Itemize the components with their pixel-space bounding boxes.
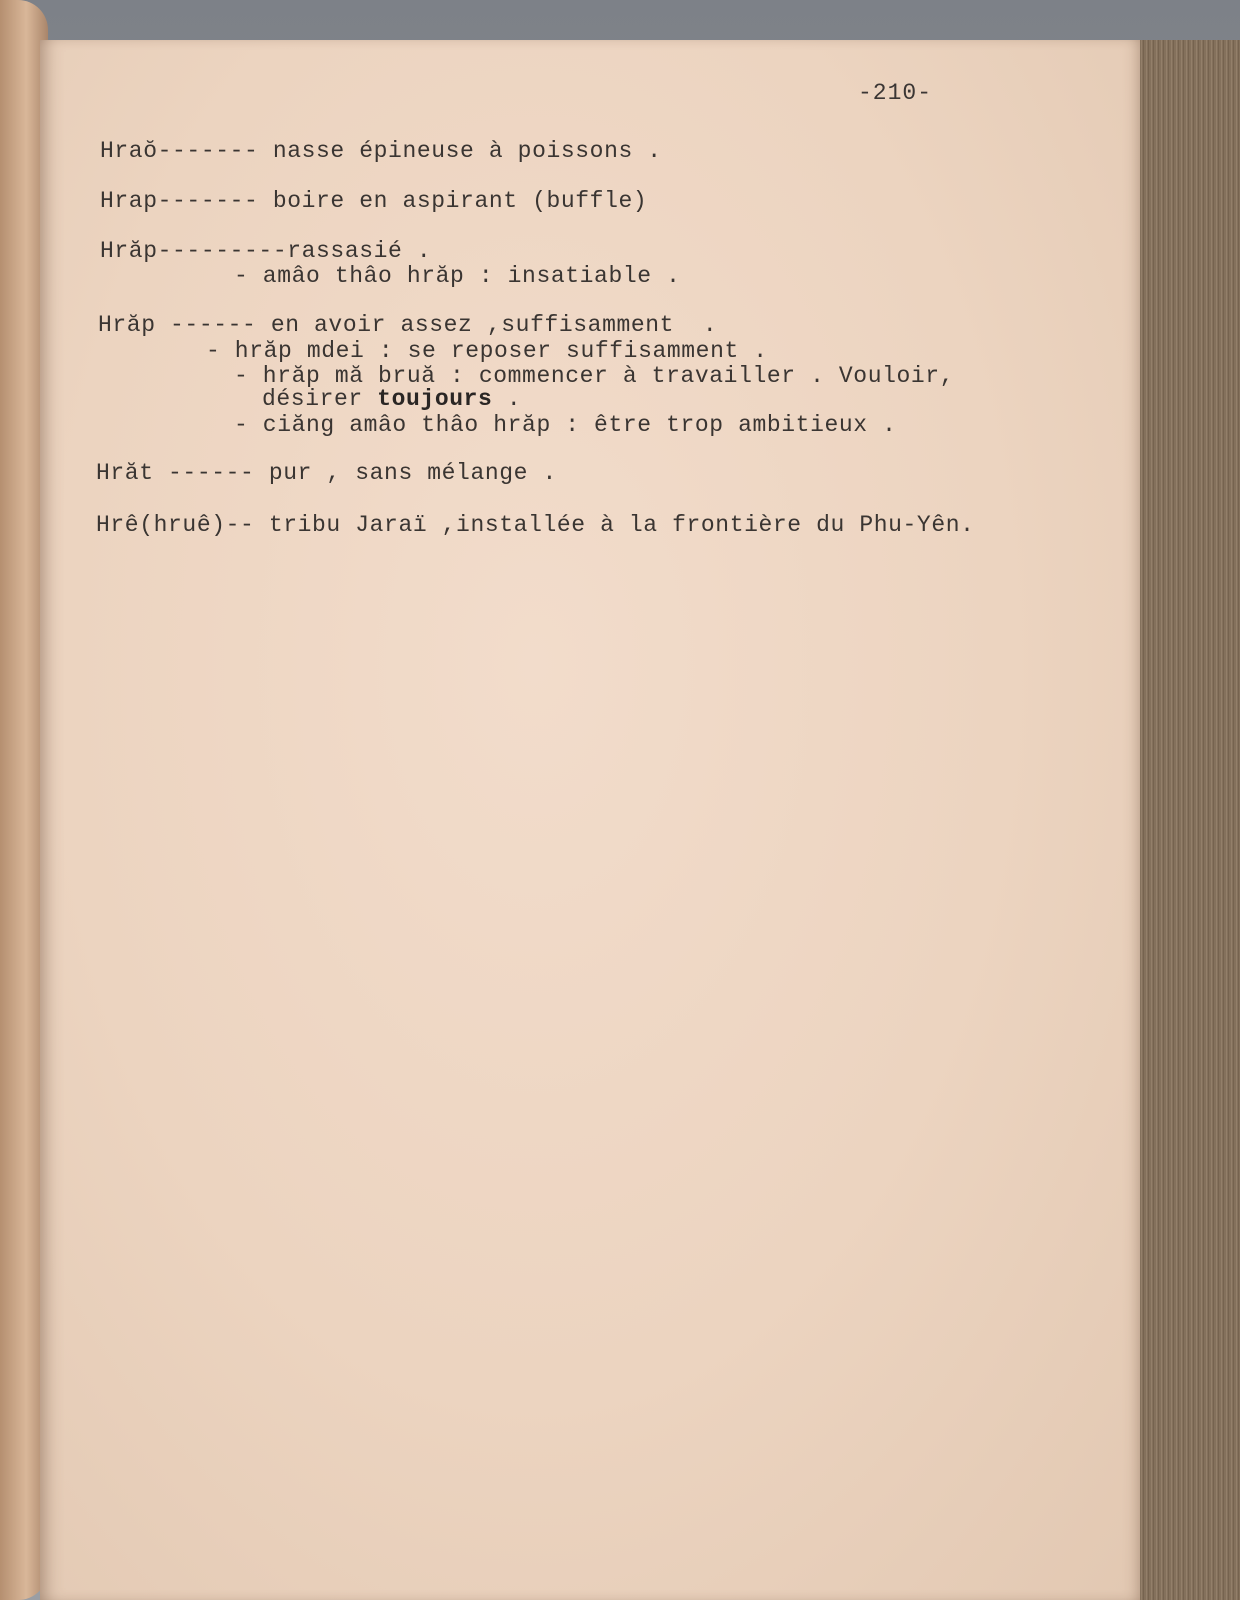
entry-hrap-assez-sub-2: - hrăp mă bruă : commencer à travailler . Vouloir, (234, 363, 955, 389)
entry-hrap: Hrap------- boire en aspirant (buffle) (100, 188, 648, 214)
entry-hrap-assez-sub-2-continued (262, 386, 521, 412)
page-number: -210- (858, 80, 933, 106)
entry-hrap-assez: Hrăp ------ en avoir assez ,suffisamment . (98, 312, 718, 338)
entry-hrap-rassasie: Hrăp---------rassasié . (100, 238, 432, 264)
entry-hre: Hrê(hruê)-- tribu Jaraï ,installée à la frontière du Phu-Yên. (96, 512, 975, 538)
entry-hrap-rassasie-sub-1: - amâo thâo hrăp : insatiable . (234, 263, 681, 289)
period-text: . (492, 386, 522, 412)
book-page-edges (1130, 40, 1240, 1600)
toujours-text: toujours (377, 386, 493, 412)
entry-hrap-assez-sub-1: - hrăp mdei : se reposer suffisamment . (206, 338, 768, 364)
entry-hrao: Hraŏ------- nasse épineuse à poissons . (100, 138, 662, 164)
entry-hrap-assez-sub-3: - ciăng amâo thâo hrăp : être trop ambitieux . (234, 412, 897, 438)
entry-hrat: Hrăt ------ pur , sans mélange . (96, 460, 557, 486)
desirer-text: désirer (262, 386, 378, 412)
